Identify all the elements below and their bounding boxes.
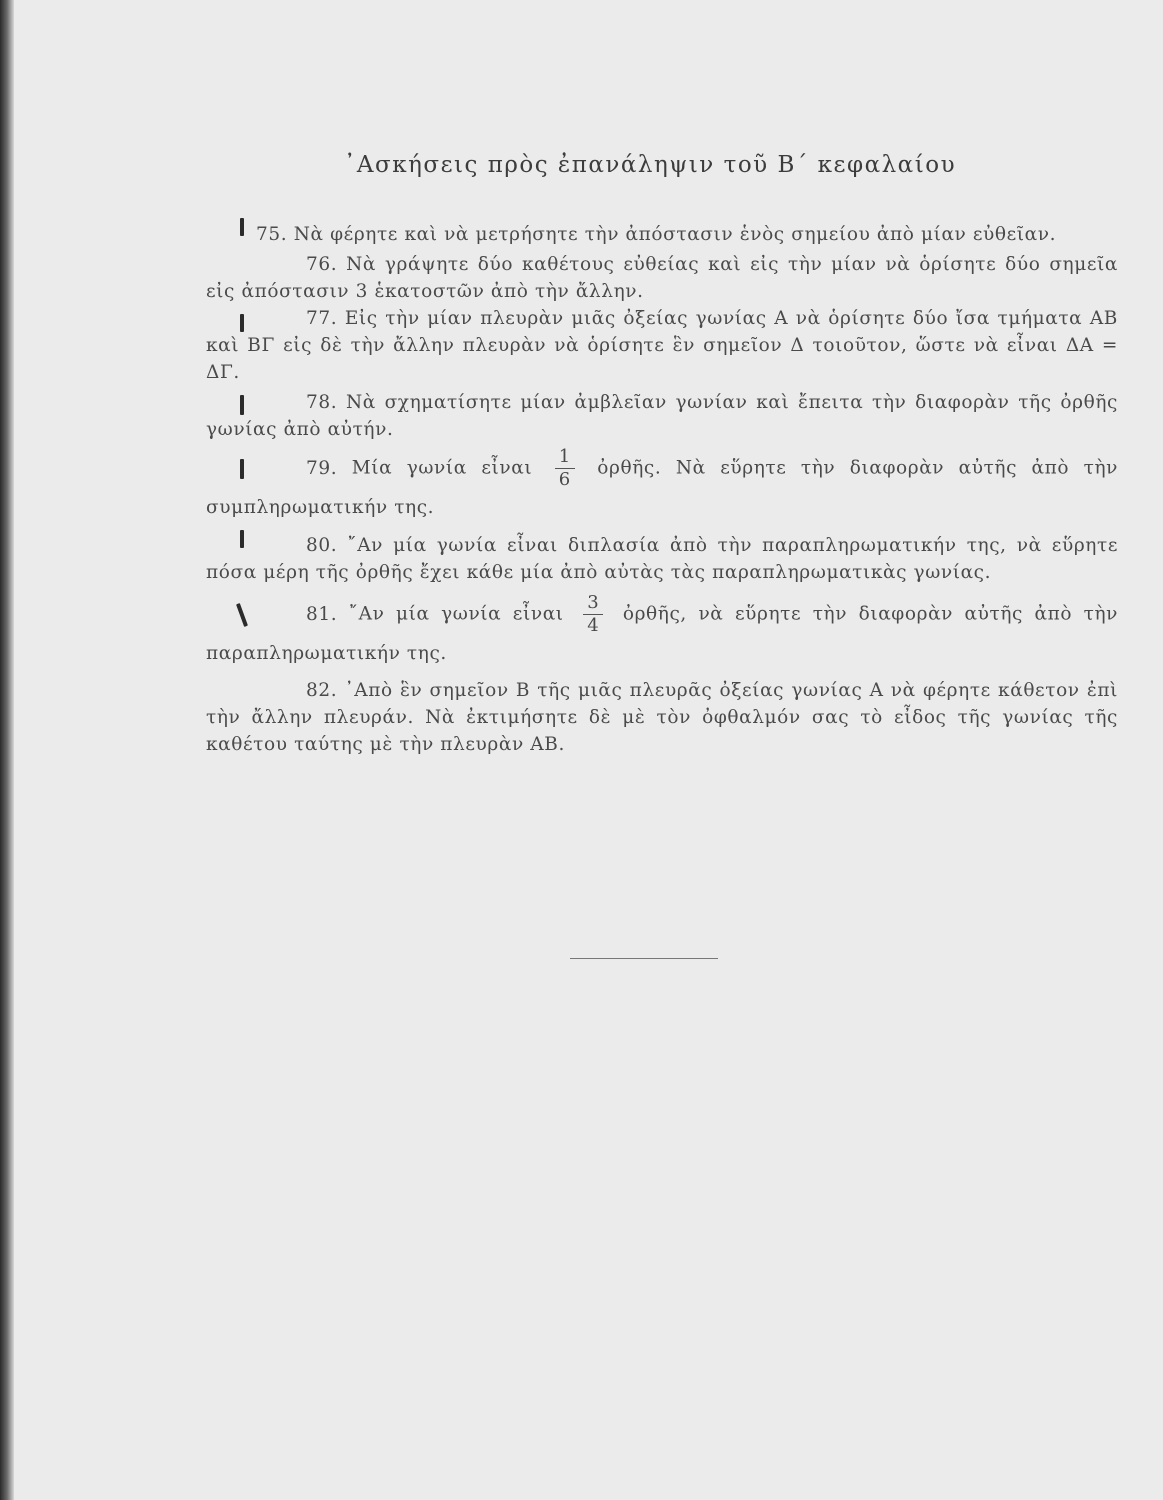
exercise-81	[206, 592, 1118, 671]
exercise-number: 75.	[256, 224, 288, 245]
fraction	[555, 446, 575, 491]
exercise-75	[206, 221, 1163, 248]
exercise-text: ῎Αν μία γωνία εἶναι διπλασία ἀπὸ τὴν παραπληρωματικήν της, νὰ εὕρητε πόσα μέρη τῆς ὀρθῆς ἔχει κάθε μία ἀπὸ αὐτὰς τὰς παραπληρωματικὰς γωνίας.	[206, 535, 1119, 583]
fraction-numerator: 3	[583, 592, 603, 615]
exercise-80	[206, 532, 1118, 586]
exercise-number: 77.	[306, 308, 338, 329]
section-title: ᾿Ασκήσεις πρὸς ἐπανάληψιν τοῦ Β΄ κεφαλαίου	[343, 152, 957, 178]
exercise-number: 80.	[306, 535, 338, 556]
exercise-number: 82.	[306, 680, 338, 701]
end-rule	[570, 958, 718, 959]
exercise-text-before: ῎Αν μία γωνία εἶναι	[348, 603, 564, 625]
fraction-numerator: 1	[555, 446, 575, 469]
exercise-number: 79.	[306, 457, 338, 479]
exercise-text: Νὰ φέρητε καὶ νὰ μετρήσητε τὴν ἀπόστασιν ἑνὸς σημείου ἀπὸ μίαν εὐθεῖαν.	[293, 224, 1057, 245]
fraction	[583, 592, 603, 637]
exercise-78	[206, 389, 1118, 443]
exercise-number: 76.	[306, 254, 338, 275]
exercise-text: ᾿Απὸ ἓν σημεῖον Β τῆς μιᾶς πλευρᾶς ὀξείας γωνίας Α νὰ φέρητε κάθετον ἐπὶ τὴν ἄλλην πλευράν. Νὰ ἐκτιμήσητε δὲ μὲ τὸν ὀφθαλμόν σας τὸ εἶδος τῆς γωνίας τῆς καθέτου ταύτης μὲ τὴν πλευρὰν ΑΒ.	[206, 680, 1118, 755]
exercise-text: Εἰς τὴν μίαν πλευρὰν μιᾶς ὀξείας γωνίας Α νὰ ὁρίσητε δύο ἴσα τμήματα ΑΒ καὶ ΒΓ εἰς δὲ τὴν ἄλλην πλευρὰν νὰ ὁρίσητε ἓν σημεῖον Δ τοιοῦτον, ὥστε νὰ εἶναι ΔΑ = ΔΓ.	[206, 308, 1119, 383]
fraction-denominator: 6	[558, 469, 571, 490]
exercise-text: Νὰ γράψητε δύο καθέτους εὐθείας καὶ εἰς τὴν μίαν νὰ ὁρίσητε δύο σημεῖα εἰς ἀπόστασιν 3 ἑκατοστῶν ἀπὸ τὴν ἄλλην.	[206, 254, 1118, 302]
exercise-text-before: Μία γωνία εἶναι	[351, 457, 533, 479]
exercise-79	[206, 446, 1118, 525]
exercise-text: Νὰ σχηματίσητε μίαν ἀμβλεῖαν γωνίαν καὶ ἔπειτα τὴν διαφορὰν τῆς ὀρθῆς γωνίας ἀπὸ αὐτήν.	[206, 392, 1119, 440]
exercise-number: 78.	[306, 392, 338, 413]
fraction-denominator: 4	[587, 615, 600, 636]
exercise-77	[206, 305, 1118, 386]
exercise-76	[206, 251, 1118, 305]
exercise-82	[206, 677, 1118, 758]
exercise-text-after: ὀρθῆς, νὰ εὕρητε τὴν διαφορὰν αὐτῆς ἀπὸ τὴν παραπληρωματικήν της.	[206, 603, 1119, 664]
exercise-number: 81.	[306, 603, 338, 625]
exercise-text-after: ὀρθῆς. Νὰ εὕρητε τὴν διαφορὰν αὐτῆς ἀπὸ τὴν συμπληρωματικήν της.	[206, 457, 1119, 518]
